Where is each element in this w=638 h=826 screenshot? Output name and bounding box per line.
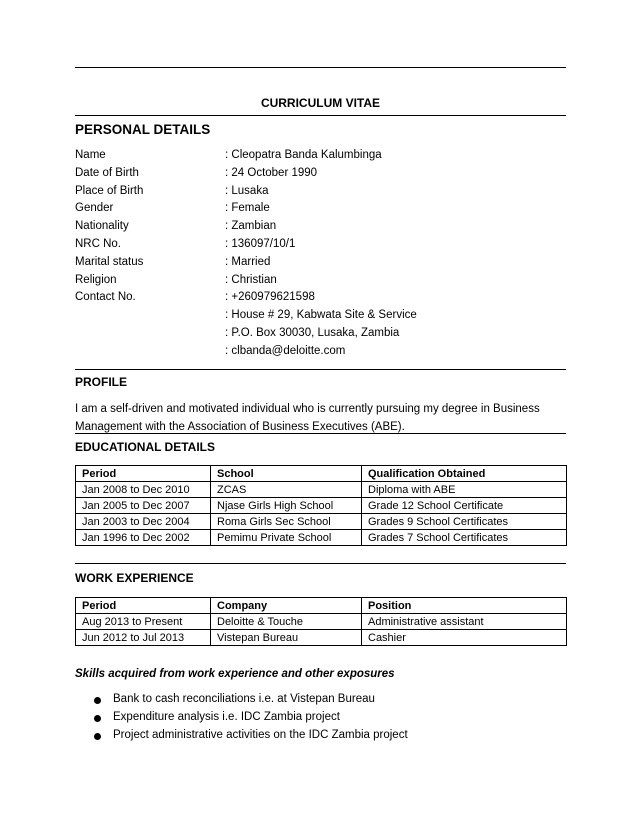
table-cell: Grades 9 School Certificates (362, 514, 567, 530)
table-cell: Vistepan Bureau (211, 630, 362, 646)
table-cell: Roma Girls Sec School (211, 514, 362, 530)
field-value: : +260979621598 (225, 291, 315, 303)
field-label: Name (75, 149, 106, 161)
personal-row (75, 149, 566, 167)
column-header: Position (362, 598, 567, 614)
field-value[interactable]: : clbanda@deloitte.com (225, 345, 345, 357)
work-heading: WORK EXPERIENCE (75, 571, 194, 585)
bullet-icon (94, 715, 101, 722)
table-cell: Diploma with ABE (362, 482, 567, 498)
table-cell: Jan 2008 to Dec 2010 (76, 482, 211, 498)
field-value: : Lusaka (225, 185, 268, 197)
field-value: : Female (225, 202, 270, 214)
table-cell: Jan 1996 to Dec 2002 (76, 530, 211, 546)
personal-row (75, 238, 566, 256)
table-row (76, 630, 567, 646)
personal-row (75, 327, 566, 345)
personal-row (75, 291, 566, 309)
personal-row (75, 202, 566, 220)
skills-heading: Skills acquired from work experience and other exposures (75, 668, 395, 680)
personal-row (75, 345, 566, 363)
bullet-icon (94, 733, 101, 740)
column-header: Company (211, 598, 362, 614)
personal-rule (75, 369, 566, 370)
bullet-icon (94, 697, 101, 704)
field-value: : 136097/10/1 (225, 238, 295, 250)
list-item (75, 729, 408, 747)
field-value: : Married (225, 256, 270, 268)
table-cell: Jan 2005 to Dec 2007 (76, 498, 211, 514)
field-label: Nationality (75, 220, 129, 233)
personal-row (75, 274, 566, 292)
table-row (76, 614, 567, 630)
table-row (76, 530, 567, 546)
profile-rule (75, 433, 566, 434)
list-item (75, 711, 408, 729)
personal-row (75, 256, 566, 274)
skill-text: Bank to cash reconciliations i.e. at Vistepan Bureau (113, 693, 375, 705)
field-value: : 24 October 1990 (225, 167, 317, 179)
column-header: Qualification Obtained (362, 466, 567, 482)
field-value: : House # 29, Kabwata Site & Service (225, 309, 417, 321)
field-label: NRC No. (75, 238, 122, 250)
education-rule (75, 563, 566, 564)
field-value: : Zambian (225, 220, 276, 232)
table-cell: Aug 2013 to Present (76, 614, 211, 630)
table-cell: Cashier (362, 630, 567, 646)
work-table (75, 597, 567, 646)
top-rule (75, 67, 566, 68)
skill-text: Project administrative activities on the IDC Zambia project (113, 729, 408, 741)
table-cell: Administrative assistant (362, 614, 567, 630)
table-cell: Njase Girls High School (211, 498, 362, 514)
column-header: Period (76, 466, 211, 482)
table-cell: Jan 2003 to Dec 2004 (76, 514, 211, 530)
cv-title: CURRICULUM VITAE (260, 96, 381, 110)
table-cell: ZCAS (211, 482, 362, 498)
column-header: School (211, 466, 362, 482)
personal-row (75, 185, 566, 203)
table-cell: Grade 12 School Certificate (362, 498, 567, 514)
field-label: Place of Birth (75, 184, 144, 197)
skills-list (75, 693, 408, 747)
field-value: : Cleopatra Banda Kalumbinga (225, 149, 382, 161)
field-label: Date of Birth (75, 166, 139, 179)
list-item (75, 693, 408, 711)
education-table (75, 465, 567, 546)
profile-text: I am a self-driven and motivated individual who is currently pursuing my degree in Business Management with the Association of Business Executives (ABE). (75, 403, 540, 433)
personal-row (75, 309, 566, 327)
field-label: Marital status (75, 255, 144, 268)
profile-heading: PROFILE (75, 375, 128, 389)
table-row (76, 498, 567, 514)
title-rule (75, 115, 566, 116)
table-row (76, 482, 567, 498)
table-row (76, 514, 567, 530)
table-cell: Jun 2012 to Jul 2013 (76, 630, 211, 646)
column-header: Period (76, 598, 211, 614)
personal-heading: PERSONAL DETAILS (75, 122, 211, 137)
table-cell: Deloitte & Touche (211, 614, 362, 630)
field-value: : P.O. Box 30030, Lusaka, Zambia (225, 327, 399, 339)
table-cell: Grades 7 School Certificates (362, 530, 567, 546)
education-heading: EDUCATIONAL DETAILS (75, 440, 215, 454)
skill-text: Expenditure analysis i.e. IDC Zambia project (113, 711, 340, 723)
personal-row (75, 220, 566, 238)
personal-row (75, 167, 566, 185)
field-label: Religion (75, 273, 117, 286)
field-label: Gender (75, 202, 114, 215)
field-label: Contact No. (75, 291, 136, 304)
table-cell: Pemimu Private School (211, 530, 362, 546)
field-value: : Christian (225, 274, 277, 286)
